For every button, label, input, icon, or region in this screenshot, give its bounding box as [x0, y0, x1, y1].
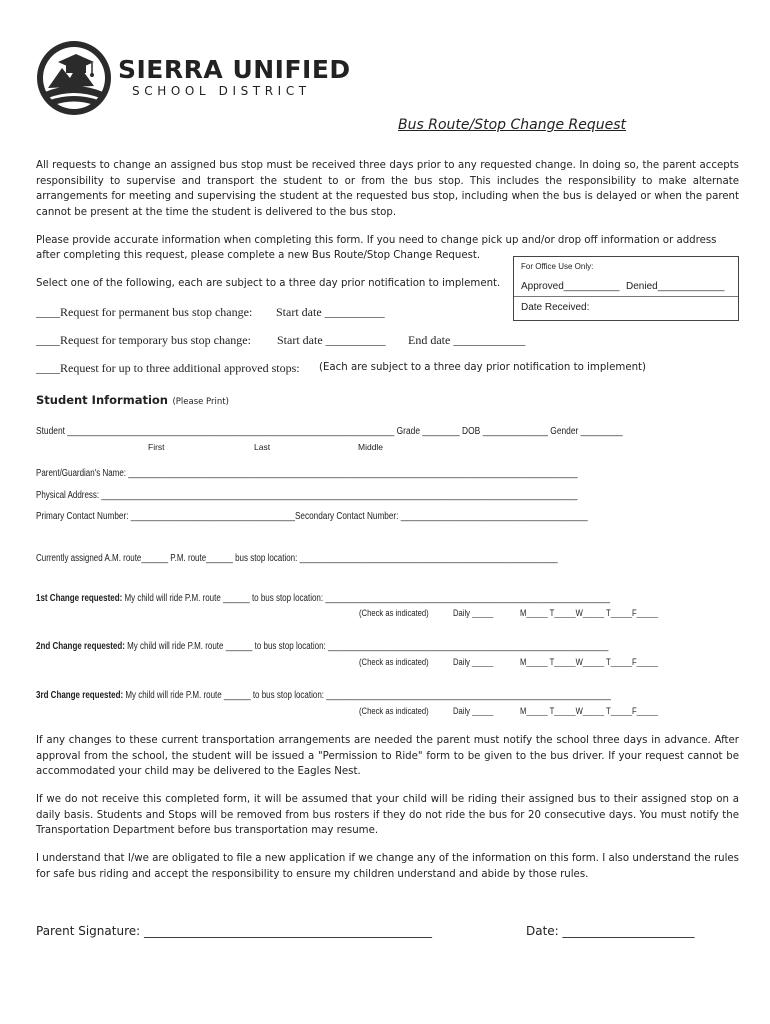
guardian-line: Parent/Guardian's Name: _____________________________________________________________________________________________________	[36, 468, 578, 479]
change-2-label: 2nd Change requested:	[36, 641, 125, 652]
office-denied: Denied____________	[626, 281, 725, 292]
form-title: Bus Route/Stop Change Request	[398, 117, 627, 133]
change-2-row	[36, 641, 608, 652]
change-1-label: 1st Change requested:	[36, 593, 123, 604]
office-header: For Office Use Only:	[521, 262, 594, 271]
change-1-daily: Daily _____	[453, 608, 494, 618]
label-first: First	[148, 442, 165, 452]
district-logo	[36, 40, 112, 121]
change-1-text: My child will ride P.M. route ______ to bus stop location: ________________________________________________________________	[124, 593, 611, 604]
accuracy-line-1: Please provide accurate information when completing this form. If you need to change pick up and/or drop off information or address	[36, 235, 717, 246]
accuracy-line-2: after completing this request, please complete a new Bus Route/Stop Change Request.	[36, 250, 481, 261]
change-3-label: 3rd Change requested:	[36, 690, 124, 701]
change-3-check: (Check as indicated)	[359, 706, 429, 716]
closing-paragraph-1: If any changes to these current transportation arrangements are needed the parent must notify the school three days in advance. After approval from the school, the student will be issued a "Permission to Ride" form to be given to the bus driver. If your request cannot be accommodated your child may be delivered to the Eagles Nest.	[36, 735, 739, 778]
student-info-heading-row	[36, 391, 229, 409]
label-middle: Middle	[358, 442, 384, 452]
change-3-row	[36, 690, 611, 701]
change-2-text: My child will ride P.M. route ______ to bus stop location: _______________________________________________________________	[127, 641, 609, 652]
office-use-box	[513, 256, 739, 321]
student-line: Student ______________________________________________________________________ Grade ________ DOB ______________ Gender _________	[36, 426, 623, 437]
student-info-note: (Please Print)	[172, 397, 229, 407]
signature-date-field[interactable]: Date: ______________________	[526, 924, 695, 938]
change-2-daily: Daily _____	[453, 657, 494, 667]
select-instruction: Select one of the following, each are subject to a three day prior notification to implement.	[36, 278, 501, 289]
change-1-row	[36, 593, 610, 604]
change-2-check: (Check as indicated)	[359, 657, 429, 667]
office-date-received: Date Received:	[521, 302, 590, 313]
closing-paragraph-3: I understand that I/we are obligated to file a new application if we change any of the information on this form. I also understand the rules for safe bus riding and accept the responsibility to ensure my children understand and abide by those rules.	[36, 853, 739, 880]
option-permanent: ____Request for permanent bus stop change:	[36, 305, 253, 319]
option-additional-note: (Each are subject to a three day prior notification to implement)	[319, 362, 647, 373]
address-line: Physical Address: ___________________________________________________________________________________________________________	[36, 490, 578, 501]
district-name: SIERRA UNIFIED	[118, 55, 351, 84]
change-3-daily: Daily _____	[453, 706, 494, 716]
option-temporary: ____Request for temporary bus stop change:	[36, 333, 251, 347]
change-1-days: M_____ T_____W_____ T_____F_____	[520, 608, 658, 618]
district-subtitle: SCHOOL DISTRICT	[132, 84, 311, 98]
office-approved: Approved__________	[521, 281, 620, 292]
intro-paragraph: All requests to change an assigned bus stop must be received three days prior to any requested change. In doing so, the parent accepts responsibility to supervise and transport the student to or from the bus stop. This includes the responsibility to make alternate arrangements for meeting and supervising the student at the requested bus stop, including when the bus is delayed or when the parent cannot be present at the time the student is delivered to the bus stop.	[36, 160, 739, 218]
option-additional: ____Request for up to three additional approved stops:	[36, 361, 300, 375]
closing-paragraph-2: If we do not receive this completed form, it will be assumed that your child will be riding their assigned bus to their assigned stop on a daily basis. Students and Stops will be removed from bus rosters if they do not ride the bus for 20 consecutive days. You must notify the Transportation Department before bus transportation may resume.	[36, 794, 739, 837]
option-temporary-start: Start date __________	[277, 333, 386, 347]
parent-signature-field[interactable]: Parent Signature: ________________________________________________	[36, 924, 432, 938]
change-3-days: M_____ T_____W_____ T_____F_____	[520, 706, 658, 716]
change-1-check: (Check as indicated)	[359, 608, 429, 618]
option-permanent-start: Start date __________	[276, 305, 385, 319]
change-3-text: My child will ride P.M. route ______ to bus stop location: ________________________________________________________________	[125, 690, 611, 701]
contacts-line: Primary Contact Number: ____________________________________Secondary Contact Number: _________________________________________	[36, 511, 588, 522]
current-route-line: Currently assigned A.M. route______ P.M. route______ bus stop location: __________________________________________________________	[36, 553, 558, 564]
office-divider	[514, 296, 738, 297]
change-2-days: M_____ T_____W_____ T_____F_____	[520, 657, 658, 667]
label-last: Last	[254, 442, 271, 452]
student-info-heading: Student Information	[36, 393, 168, 407]
option-temporary-end: End date ____________	[408, 333, 526, 347]
